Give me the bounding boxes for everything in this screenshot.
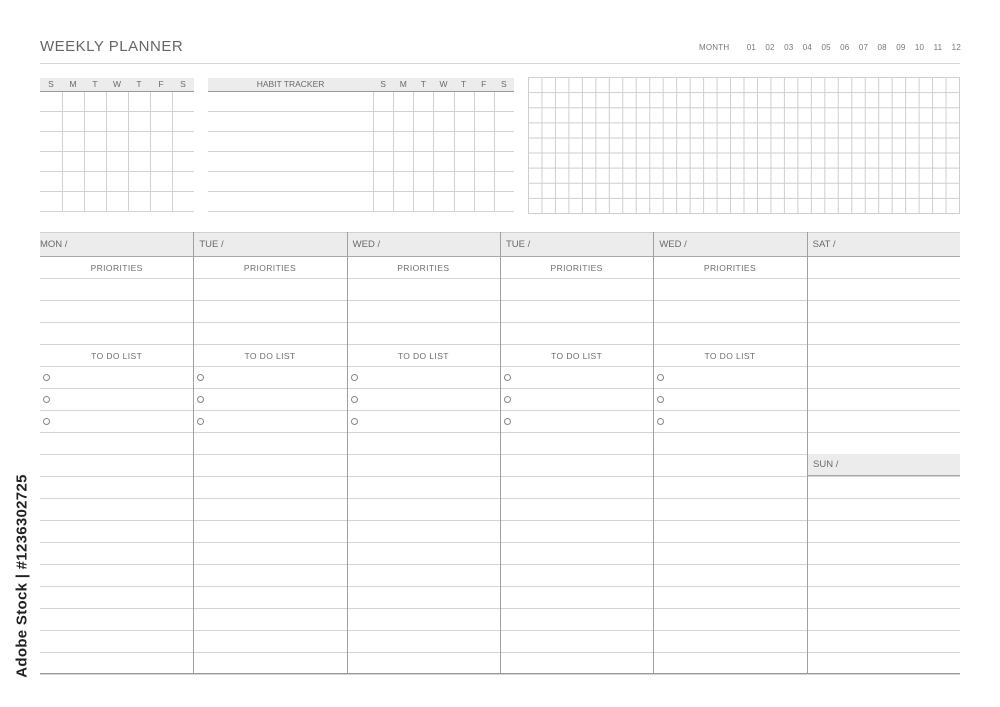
tracker-column-line — [413, 92, 414, 212]
notes-line[interactable] — [347, 455, 500, 477]
notes-line[interactable] — [500, 499, 653, 521]
month-08[interactable]: 08 — [877, 43, 887, 52]
notes-line[interactable] — [500, 543, 653, 565]
todo-label: TO DO LIST — [653, 345, 806, 367]
month-05[interactable]: 05 — [821, 43, 831, 52]
habit-day: F — [481, 79, 487, 89]
day-label[interactable]: MON / — [40, 239, 68, 250]
habit-day: T — [461, 79, 467, 89]
tracker-column-line — [433, 92, 434, 212]
priorities-label: PRIORITIES — [347, 257, 500, 279]
priority-line[interactable] — [40, 301, 193, 323]
checkbox-circle-icon[interactable] — [43, 418, 50, 425]
tracker-row[interactable] — [40, 152, 194, 172]
notes-line[interactable] — [40, 521, 193, 543]
notes-line[interactable] — [193, 609, 346, 631]
notes-line[interactable] — [347, 433, 500, 455]
weekend-line[interactable] — [807, 477, 960, 499]
priority-line[interactable] — [500, 301, 653, 323]
month-07[interactable]: 07 — [858, 43, 869, 52]
notes-line[interactable] — [500, 433, 653, 455]
notes-line[interactable] — [500, 609, 653, 631]
notes-line[interactable] — [653, 499, 806, 521]
day-header — [40, 232, 193, 257]
tracker-column-line — [84, 92, 85, 212]
notes-line[interactable] — [40, 477, 193, 499]
title-divider — [40, 63, 960, 64]
month-09[interactable]: 09 — [896, 43, 906, 52]
checkbox-circle-icon[interactable] — [197, 374, 204, 381]
day-column — [347, 232, 500, 674]
tracker-row[interactable] — [208, 112, 514, 132]
notes-line[interactable] — [193, 653, 346, 675]
notes-line[interactable] — [500, 565, 653, 587]
notes-line[interactable] — [193, 455, 346, 477]
todo-item[interactable] — [40, 411, 193, 433]
notes-line[interactable] — [347, 543, 500, 565]
priorities-label: PRIORITIES — [653, 257, 806, 279]
week-columns — [40, 232, 960, 674]
todo-item[interactable] — [653, 367, 806, 389]
notes-line[interactable] — [193, 499, 346, 521]
column-divider — [807, 232, 808, 674]
notes-line[interactable] — [347, 565, 500, 587]
day-label[interactable]: TUE / — [199, 239, 224, 250]
notes-line[interactable] — [653, 565, 806, 587]
checkbox-circle-icon[interactable] — [351, 396, 358, 403]
sunday-label[interactable]: SUN / — [813, 459, 839, 470]
priority-line[interactable] — [653, 323, 806, 345]
tracker-column-line — [454, 92, 455, 212]
priority-line[interactable] — [193, 279, 346, 301]
notes-line[interactable] — [193, 433, 346, 455]
habit-day: S — [380, 79, 386, 89]
tracker-row[interactable] — [40, 112, 194, 132]
notes-line[interactable] — [193, 477, 346, 499]
notes-line[interactable] — [347, 587, 500, 609]
column-divider — [193, 232, 194, 674]
notes-line[interactable] — [653, 521, 806, 543]
checkbox-circle-icon[interactable] — [197, 396, 204, 403]
todo-item[interactable] — [193, 389, 346, 411]
checkbox-circle-icon[interactable] — [657, 374, 664, 381]
todo-item[interactable] — [193, 411, 346, 433]
day-header — [653, 232, 806, 257]
todo-item[interactable] — [500, 389, 653, 411]
weekend-line[interactable] — [807, 609, 960, 631]
checkbox-circle-icon[interactable] — [43, 374, 50, 381]
todo-item[interactable] — [500, 367, 653, 389]
notes-line[interactable] — [500, 653, 653, 675]
priority-line[interactable] — [347, 323, 500, 345]
priorities-label: PRIORITIES — [193, 257, 346, 279]
notes-line[interactable] — [653, 631, 806, 653]
day-column — [40, 232, 193, 674]
month-06[interactable]: 06 — [840, 43, 850, 52]
mini-week-day: M — [69, 79, 77, 89]
day-label[interactable]: WED / — [352, 239, 381, 250]
notes-line[interactable] — [347, 609, 500, 631]
priority-line[interactable] — [347, 279, 500, 301]
notes-line[interactable] — [193, 631, 346, 653]
notes-line[interactable] — [193, 543, 346, 565]
tracker-column-line — [474, 92, 475, 212]
notes-line[interactable] — [193, 565, 346, 587]
month-selector — [699, 43, 961, 52]
notes-line[interactable] — [653, 587, 806, 609]
notes-line[interactable] — [347, 521, 500, 543]
habit-day: S — [501, 79, 507, 89]
tracker-column-line — [494, 92, 495, 212]
weekend-line[interactable] — [807, 279, 960, 301]
priorities-label: PRIORITIES — [40, 257, 193, 279]
habit-tracker — [208, 78, 514, 212]
tracker-row[interactable] — [208, 172, 514, 192]
priority-line[interactable] — [500, 279, 653, 301]
day-label[interactable]: TUE / — [505, 239, 531, 250]
priority-line[interactable] — [193, 301, 346, 323]
weekend-column — [807, 232, 960, 674]
weekend-line[interactable] — [807, 323, 960, 345]
notes-line[interactable] — [40, 631, 193, 653]
weekend-line[interactable] — [807, 257, 960, 279]
weekend-line[interactable] — [807, 631, 960, 653]
notes-line[interactable] — [653, 653, 806, 675]
bottom-divider — [40, 673, 960, 674]
tracker-row[interactable] — [208, 92, 514, 112]
checkbox-circle-icon[interactable] — [657, 396, 664, 403]
tracker-row[interactable] — [40, 192, 194, 212]
weekend-line[interactable] — [807, 653, 960, 675]
stock-id-text: Adobe Stock | #1236302725 — [13, 474, 31, 678]
tracker-row[interactable] — [40, 132, 194, 152]
notes-line[interactable] — [653, 543, 806, 565]
column-divider — [500, 232, 501, 674]
mini-week-header — [40, 78, 194, 92]
day-column — [500, 232, 653, 674]
column-divider — [347, 232, 348, 674]
priority-line[interactable] — [193, 323, 346, 345]
todo-label: TO DO LIST — [40, 345, 193, 367]
day-label[interactable]: WED / — [659, 239, 687, 250]
mini-week-day: F — [158, 79, 164, 89]
saturday-label[interactable]: SAT / — [812, 239, 836, 250]
notes-line[interactable] — [653, 455, 806, 477]
todo-item[interactable] — [347, 411, 500, 433]
weekend-line[interactable] — [807, 345, 960, 367]
day-header — [347, 232, 500, 257]
notes-line[interactable] — [40, 433, 193, 455]
priority-line[interactable] — [40, 323, 193, 345]
priority-line[interactable] — [653, 301, 806, 323]
checkbox-circle-icon[interactable] — [504, 396, 511, 403]
notes-line[interactable] — [500, 587, 653, 609]
notes-line[interactable] — [40, 653, 193, 675]
tracker-row[interactable] — [40, 172, 194, 192]
checkbox-circle-icon[interactable] — [504, 418, 511, 425]
checkbox-circle-icon[interactable] — [504, 374, 511, 381]
checkbox-circle-icon[interactable] — [197, 418, 204, 425]
checkbox-circle-icon[interactable] — [43, 396, 50, 403]
notes-line[interactable] — [40, 543, 193, 565]
notes-line[interactable] — [500, 477, 653, 499]
habit-day: T — [420, 79, 426, 89]
weekend-line[interactable] — [807, 411, 960, 433]
todo-item[interactable] — [347, 389, 500, 411]
notes-square-grid[interactable] — [528, 77, 960, 214]
mini-week-day: S — [48, 79, 54, 89]
notes-line[interactable] — [653, 609, 806, 631]
tracker-row[interactable] — [208, 192, 514, 212]
weekend-line[interactable] — [807, 301, 960, 323]
tracker-row[interactable] — [208, 152, 514, 172]
weekend-line[interactable] — [807, 587, 960, 609]
mini-week-day: W — [112, 79, 122, 89]
page-title: WEEKLY PLANNER — [40, 38, 184, 55]
priority-line[interactable] — [40, 279, 193, 301]
tracker-column-line — [128, 92, 129, 212]
sunday-header — [807, 454, 960, 476]
notes-line[interactable] — [193, 587, 346, 609]
priority-line[interactable] — [347, 301, 500, 323]
todo-item[interactable] — [40, 389, 193, 411]
saturday-header — [807, 232, 960, 257]
priorities-label: PRIORITIES — [500, 257, 653, 279]
month-03[interactable]: 03 — [784, 43, 794, 52]
todo-label: TO DO LIST — [347, 345, 500, 367]
notes-line[interactable] — [347, 499, 500, 521]
month-04[interactable]: 04 — [802, 43, 813, 52]
month-label: MONTH — [699, 43, 730, 52]
month-11[interactable]: 11 — [933, 43, 943, 52]
notes-line[interactable] — [347, 653, 500, 675]
weekend-line[interactable] — [807, 521, 960, 543]
habit-tracker-label: HABIT TRACKER — [256, 79, 325, 89]
month-02[interactable]: 02 — [765, 43, 775, 52]
priority-line[interactable] — [500, 323, 653, 345]
checkbox-circle-icon[interactable] — [657, 418, 664, 425]
day-header — [500, 232, 653, 257]
day-column — [653, 232, 806, 674]
tracker-row[interactable] — [208, 132, 514, 152]
todo-item[interactable] — [347, 367, 500, 389]
todo-item[interactable] — [500, 411, 653, 433]
weekend-line[interactable] — [807, 565, 960, 587]
month-12[interactable]: 12 — [951, 43, 961, 52]
notes-line[interactable] — [40, 499, 193, 521]
todo-label: TO DO LIST — [500, 345, 653, 367]
weekend-line[interactable] — [807, 389, 960, 411]
stock-id-watermark — [13, 460, 31, 692]
habit-day: W — [439, 79, 448, 89]
notes-line[interactable] — [500, 631, 653, 653]
checkbox-circle-icon[interactable] — [351, 374, 358, 381]
mini-week-day: T — [136, 79, 142, 89]
habit-tracker-grid[interactable] — [208, 92, 514, 212]
tracker-column-line — [393, 92, 394, 212]
todo-item[interactable] — [40, 367, 193, 389]
tracker-row[interactable] — [40, 92, 194, 112]
notes-line[interactable] — [40, 609, 193, 631]
mini-week-grid[interactable] — [40, 92, 194, 212]
weekend-line[interactable] — [807, 367, 960, 389]
column-divider — [653, 232, 654, 674]
todo-item[interactable] — [653, 411, 806, 433]
notes-line[interactable] — [347, 631, 500, 653]
todo-item[interactable] — [653, 389, 806, 411]
notes-line[interactable] — [653, 433, 806, 455]
weekend-line[interactable] — [807, 499, 960, 521]
day-header — [193, 232, 346, 257]
tracker-column-line — [373, 92, 374, 212]
day-column — [193, 232, 346, 674]
notes-line[interactable] — [193, 521, 346, 543]
mini-week-day: S — [180, 79, 186, 89]
notes-line[interactable] — [40, 565, 193, 587]
checkbox-circle-icon[interactable] — [351, 418, 358, 425]
priority-line[interactable] — [653, 279, 806, 301]
habit-day: M — [399, 79, 407, 89]
todo-item[interactable] — [193, 367, 346, 389]
todo-label: TO DO LIST — [193, 345, 346, 367]
mini-week-tracker — [40, 78, 194, 212]
notes-line[interactable] — [500, 521, 653, 543]
notes-line[interactable] — [40, 455, 193, 477]
tracker-column-line — [150, 92, 151, 212]
notes-line[interactable] — [347, 477, 500, 499]
tracker-column-line — [172, 92, 173, 212]
tracker-column-line — [62, 92, 63, 212]
weekend-line[interactable] — [807, 543, 960, 565]
notes-line[interactable] — [500, 455, 653, 477]
weekend-line[interactable] — [807, 433, 960, 455]
notes-line[interactable] — [653, 477, 806, 499]
mini-week-day: T — [92, 79, 98, 89]
tracker-column-line — [106, 92, 107, 212]
month-01[interactable]: 01 — [746, 43, 757, 52]
notes-line[interactable] — [40, 587, 193, 609]
habit-tracker-header — [208, 78, 514, 92]
month-10[interactable]: 10 — [914, 43, 925, 52]
